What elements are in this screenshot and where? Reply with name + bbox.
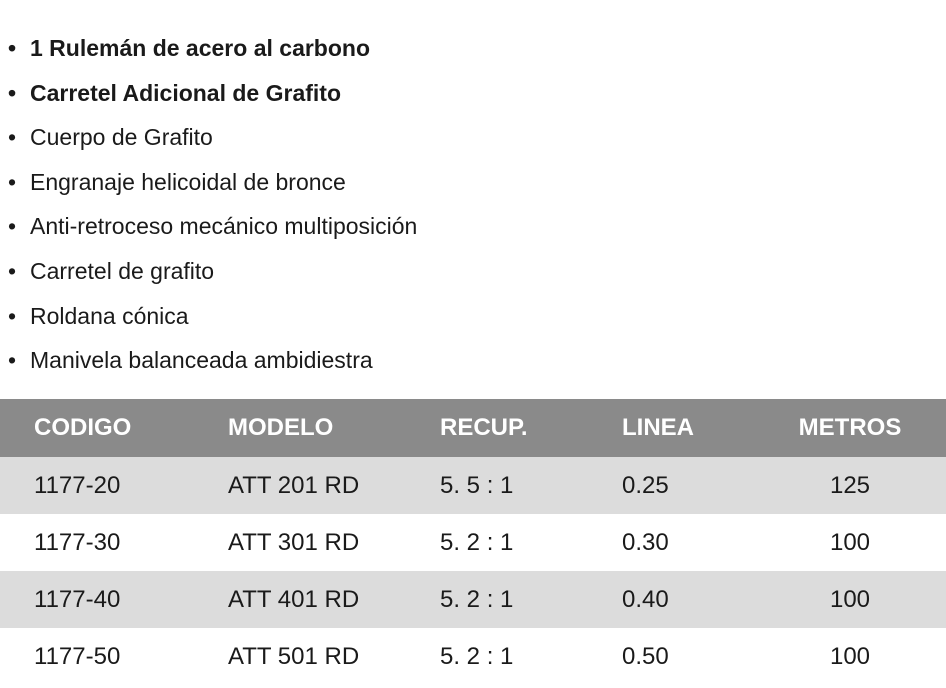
bullet-icon: •	[8, 213, 17, 240]
bullet-icon: •	[8, 168, 17, 195]
cell-recup: 5. 2 : 1	[436, 571, 620, 628]
cell-metros: 100	[754, 628, 946, 685]
cell-codigo: 1177-30	[0, 514, 210, 571]
table-body	[0, 457, 946, 685]
bullet-icon: •	[8, 302, 17, 329]
cell-modelo: ATT 501 RD	[210, 628, 436, 685]
bullet-icon: •	[8, 35, 17, 61]
cell-linea: 0.30	[620, 514, 754, 571]
cell-metros: 125	[754, 457, 946, 514]
feature-item	[8, 160, 417, 205]
table-row	[0, 457, 946, 514]
cell-recup: 5. 5 : 1	[436, 457, 620, 514]
cell-codigo: 1177-40	[0, 571, 210, 628]
header-codigo: CODIGO	[0, 399, 210, 457]
feature-text: 1 Rulemán de acero al carbono	[30, 35, 371, 61]
table-header	[0, 399, 946, 457]
header-row	[0, 399, 946, 457]
cell-metros: 100	[754, 571, 946, 628]
header-recup: RECUP.	[436, 399, 620, 457]
cell-modelo: ATT 301 RD	[210, 514, 436, 571]
feature-list	[8, 26, 417, 383]
cell-linea: 0.25	[620, 457, 754, 514]
cell-linea: 0.50	[620, 628, 754, 685]
cell-recup: 5. 2 : 1	[436, 628, 620, 685]
feature-text: Carretel de grafito	[30, 257, 215, 284]
feature-item	[8, 26, 417, 71]
cell-codigo: 1177-50	[0, 628, 210, 685]
feature-text: Carretel Adicional de Grafito	[30, 79, 341, 106]
cell-modelo: ATT 401 RD	[210, 571, 436, 628]
feature-item	[8, 338, 417, 383]
cell-metros: 100	[754, 514, 946, 571]
table-row	[0, 514, 946, 571]
feature-item	[8, 294, 417, 339]
feature-text: Cuerpo de Grafito	[30, 124, 213, 151]
header-linea: LINEA	[620, 399, 754, 457]
cell-linea: 0.40	[620, 571, 754, 628]
cell-recup: 5. 2 : 1	[436, 514, 620, 571]
bullet-icon: •	[8, 79, 17, 106]
cell-codigo: 1177-20	[0, 457, 210, 514]
feature-item	[8, 204, 417, 249]
bullet-icon: •	[8, 347, 17, 374]
header-metros: METROS	[754, 399, 946, 457]
feature-item	[8, 115, 417, 160]
bullet-icon: •	[8, 124, 17, 151]
spec-table	[0, 399, 946, 685]
header-modelo: MODELO	[210, 399, 436, 457]
table-row	[0, 628, 946, 685]
feature-text: Anti-retroceso mecánico multiposición	[30, 213, 418, 240]
feature-text: Engranaje helicoidal de bronce	[30, 168, 346, 195]
feature-item	[8, 249, 417, 294]
table-row	[0, 571, 946, 628]
feature-text: Roldana cónica	[30, 302, 189, 329]
feature-item	[8, 71, 417, 116]
feature-text: Manivela balanceada ambidiestra	[30, 347, 373, 374]
cell-modelo: ATT 201 RD	[210, 457, 436, 514]
bullet-icon: •	[8, 257, 17, 284]
